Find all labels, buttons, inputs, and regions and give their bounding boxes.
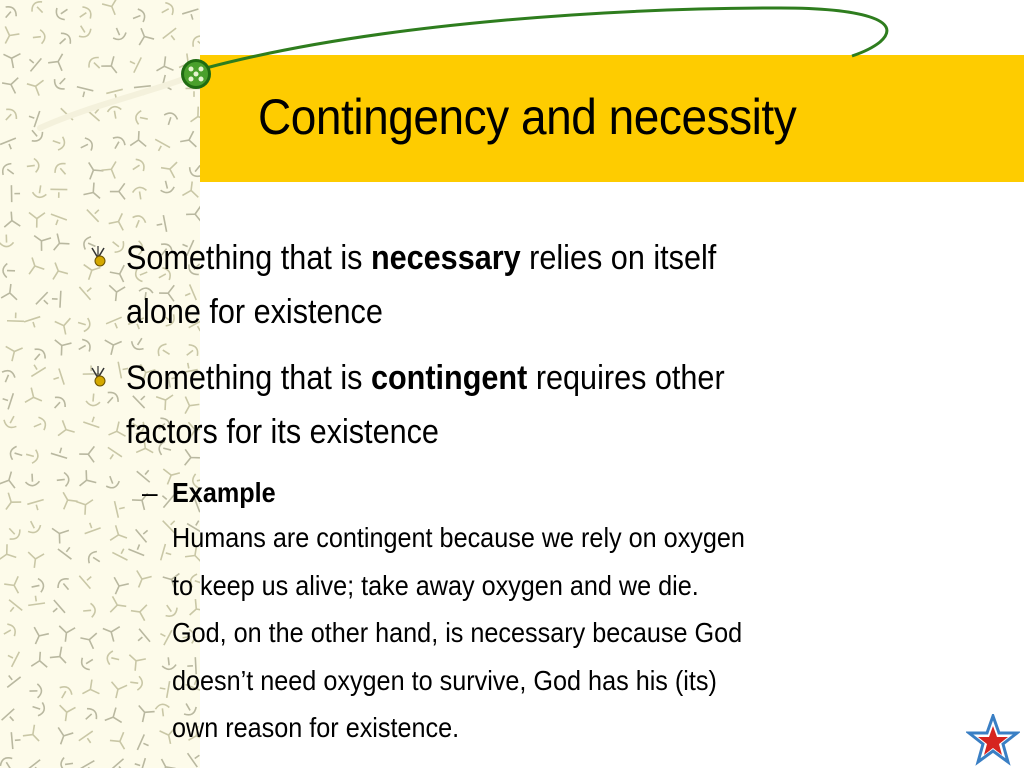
bullet-bold-term: necessary <box>370 239 521 277</box>
bullet-text: requires other <box>527 359 725 397</box>
example-sub-bullet <box>172 476 892 752</box>
bullet-text: relies on itself <box>520 239 717 277</box>
globe-ornament-icon <box>181 59 211 89</box>
example-line: Humans are contingent because we rely on oxygen <box>172 522 745 553</box>
example-heading: Example <box>172 477 276 508</box>
bullet-bold-term: contingent <box>370 359 528 397</box>
pinwheel-bullet-icon <box>88 246 108 270</box>
slide-title: Contingency and necessity <box>258 89 797 145</box>
example-line: to keep us alive; take away oxygen and we die. <box>172 569 699 601</box>
example-line: God, on the other hand, is necessary because God <box>172 617 743 648</box>
bullet-text: Something that is <box>126 239 371 277</box>
star-icon <box>966 714 1020 768</box>
example-body <box>172 514 892 752</box>
pinwheel-bullet-icon <box>88 366 108 390</box>
sub-bullet-dash: – <box>142 477 158 508</box>
example-line: doesn’t need oxygen to survive, God has his (its) <box>172 664 717 696</box>
example-line: own reason for existence. <box>172 712 460 743</box>
bullet-contingent <box>126 351 810 459</box>
bullet-text-line2: factors for its existence <box>126 413 439 451</box>
bullet-text: Something that is <box>126 359 371 397</box>
bullet-necessary <box>126 231 810 339</box>
bullet-text-line2: alone for existence <box>126 293 383 331</box>
